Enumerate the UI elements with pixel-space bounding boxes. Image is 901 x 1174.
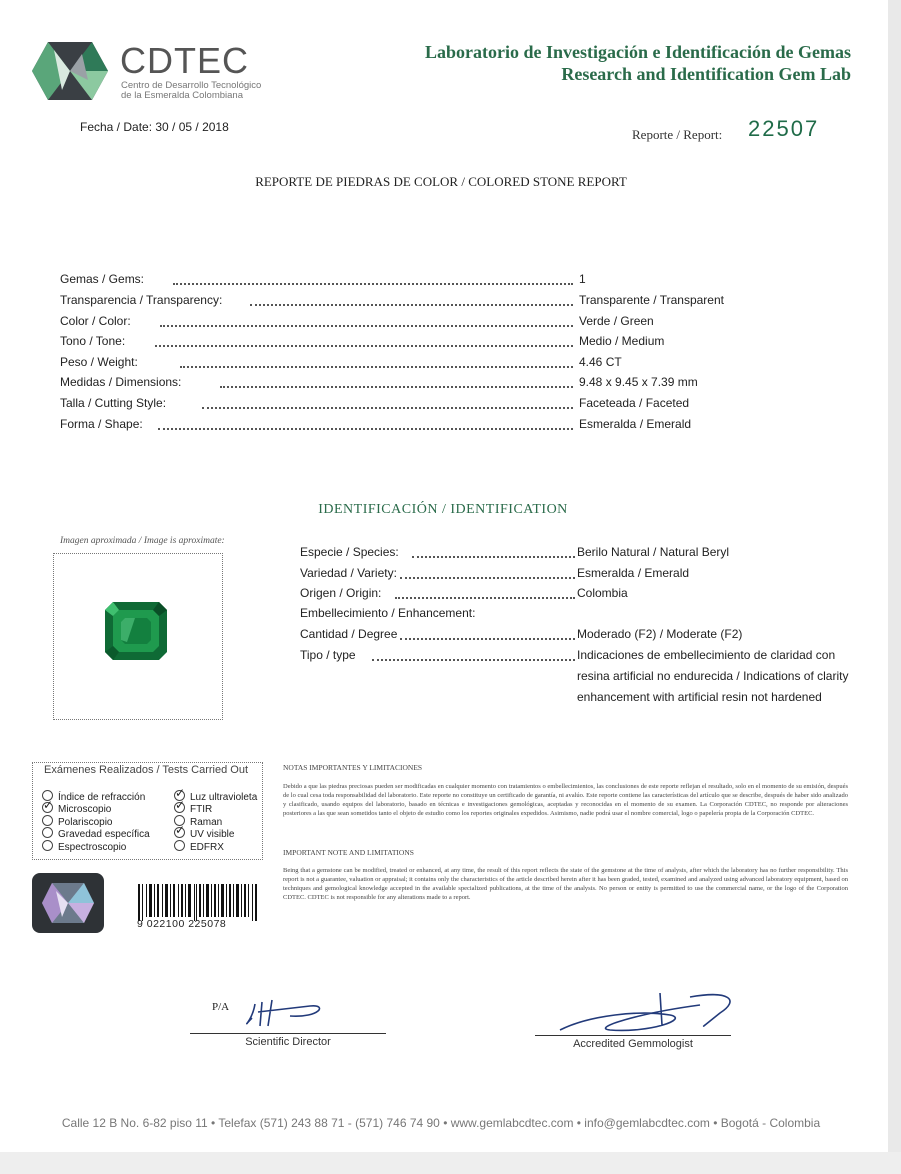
property-label: Gemas / Gems:	[60, 272, 145, 286]
property-row	[60, 293, 724, 311]
signature-line	[190, 1033, 386, 1034]
variety-value: Esmeralda / Emerald	[577, 566, 690, 580]
identification-row	[300, 545, 860, 563]
identification-row	[300, 586, 860, 604]
brand-subtitle: Centro de Desarrollo Tecnológico	[121, 80, 262, 91]
notes-title-en: IMPORTANT NOTE AND LIMITATIONS	[283, 848, 414, 857]
leader-dots	[173, 272, 573, 285]
test-label: Índice de refracción	[58, 792, 146, 803]
leader-dots	[372, 648, 575, 661]
checkbox-checked-icon	[42, 802, 53, 813]
test-label: Luz ultravioleta	[190, 792, 258, 803]
scientific-director-title: Scientific Director	[245, 1036, 331, 1048]
identification-row	[300, 566, 860, 584]
test-item	[174, 840, 224, 853]
test-item	[174, 827, 234, 840]
checkbox-icon	[42, 815, 53, 826]
test-label: Raman	[190, 817, 223, 828]
type-value: Indicaciones de embellecimiento de claridad con	[577, 648, 836, 662]
property-label: Forma / Shape:	[60, 417, 143, 431]
notes-title-es: NOTAS IMPORTANTES Y LIMITACIONES	[283, 763, 423, 772]
notes-text-en: Being that a gemstone can be modified, treated or enhanced, at any time, the result of this report reflects the state of the gemstone at the time of analysis, after which the laboratory has no further responsibility. This report is not a guarantee, valuation or appraisal; it contains only the characteristics of the article described herein after it has been graded, tested, examined and analyzed using advanced laboratory equipment, based on techniques and gemological knowledge accepted in the available specialized publications, at the time of the analysis. No person or entity is permitted to use the commercial name, or the logo of the Corporation CDTEC. CDTEC is not responsible for any alterations made to a report.	[283, 867, 848, 901]
leader-dots	[412, 545, 575, 558]
signature-line	[535, 1035, 731, 1036]
property-value: Verde / Green	[579, 314, 654, 328]
signature-prefix: P/A	[212, 1001, 230, 1013]
property-row	[60, 334, 700, 352]
identification-row	[300, 648, 860, 666]
property-value: Transparente / Transparent	[579, 293, 724, 307]
species-value: Berilo Natural / Natural Beryl	[577, 545, 730, 559]
barcode-image	[138, 884, 258, 921]
checkbox-checked-icon	[174, 802, 185, 813]
director-signature-image	[200, 992, 330, 1032]
lab-name-en: Research and Identification Gem Lab	[561, 64, 851, 84]
leader-dots	[202, 396, 573, 409]
gemmologist-signature-image	[550, 985, 750, 1040]
notes-text-es: Debido a que las piedras preciosas pueden ser modificadas en cualquier momento con tratamientos o embellecimientos, las conclusiones de este reporte reflejan el resultado, solo en el momento de su emisión, después de lo cual cesa toda responsabilidad del laboratorio. Este reporte no constituye un certificado de garantía, ni avalúo. Este reporte contiene las características del artículo que se describe, después de haber sido analizado y clasificado, usando equipos del laboratorio, basado en técnicas e investigaciones gemológicas, aceptadas y reconocidas en el momento de su examen. La Corporación CDTEC, no responde por alteraciones posteriores a las que sean sometidos tanto el objeto de estudio como los reportes originales expedidos. Asimismo, nadie podrá usar el nombre comercial, logo o papelería propia de la Corporación CDTEC.	[283, 783, 848, 817]
brand-subtitle: de la Esmeralda Colombiana	[121, 90, 243, 101]
origin-value: Colombia	[577, 586, 628, 600]
property-row	[60, 375, 700, 393]
test-label: Microscopio	[58, 804, 112, 815]
property-label: Peso / Weight:	[60, 355, 138, 369]
checkbox-icon	[174, 840, 185, 851]
leader-dots	[160, 314, 573, 327]
property-value: Faceteada / Faceted	[579, 396, 690, 410]
test-label: EDFRX	[190, 842, 224, 853]
test-item	[42, 802, 111, 815]
identification-row	[300, 690, 860, 708]
emerald-gem-image	[105, 602, 167, 660]
leader-dots	[158, 417, 573, 430]
lab-name-es: Laboratorio de Investigación e Identificación de Gemas	[425, 42, 851, 62]
page-edge	[888, 0, 901, 1174]
test-item	[42, 827, 150, 840]
property-row	[60, 272, 700, 290]
property-label: Medidas / Dimensions:	[60, 375, 182, 389]
test-label: Espectroscopio	[58, 842, 127, 853]
property-row	[60, 417, 700, 435]
property-value: 1	[579, 272, 586, 286]
type-value: enhancement with artificial resin not hardened	[577, 690, 822, 704]
property-label: Tono / Tone:	[60, 334, 126, 348]
property-label: Transparencia / Transparency:	[60, 293, 223, 307]
property-value: 9.48 x 9.45 x 7.39 mm	[579, 375, 698, 389]
degree-label: Cantidad / Degree	[300, 627, 398, 641]
page-edge-bottom	[0, 1152, 901, 1174]
leader-dots	[400, 627, 575, 640]
tests-title: Exámenes Realizados / Tests Carried Out	[44, 764, 248, 776]
identification-title: IDENTIFICACIÓN / IDENTIFICATION	[318, 502, 568, 517]
enhancement-label: Embellecimiento / Enhancement:	[300, 606, 476, 620]
report-title: REPORTE DE PIEDRAS DE COLOR / COLORED STONE REPORT	[255, 174, 627, 189]
species-label: Especie / Species:	[300, 545, 399, 559]
checkbox-icon	[42, 827, 53, 838]
report-number: 22507	[748, 116, 820, 141]
test-label: Gravedad específica	[58, 829, 150, 840]
type-label: Tipo / type	[300, 648, 356, 662]
property-label: Color / Color:	[60, 314, 131, 328]
identification-row	[300, 606, 860, 624]
property-value: Esmeralda / Emerald	[579, 417, 692, 431]
property-row	[60, 314, 700, 332]
identification-row	[300, 669, 860, 687]
checkbox-icon	[42, 840, 53, 851]
leader-dots	[250, 293, 573, 306]
cdtec-logo-icon	[32, 40, 108, 102]
test-label: UV visible	[190, 829, 235, 840]
leader-dots	[395, 586, 575, 599]
property-row	[60, 396, 700, 414]
test-item	[42, 840, 126, 853]
report-date: Fecha / Date: 30 / 05 / 2018	[80, 120, 229, 134]
degree-value: Moderado (F2) / Moderate (F2)	[577, 627, 743, 641]
barcode-number: 9 022100 225078	[137, 918, 227, 930]
footer-contact: Calle 12 B No. 6-82 piso 11 • Telefax (571) 243 88 71 - (571) 746 74 90 • www.gemlabcdtec.com • info@gemlabcdtec.com • Bogotá - Colombia	[61, 1116, 821, 1130]
checkbox-checked-icon	[174, 827, 185, 838]
hologram-seal-icon	[32, 873, 104, 933]
property-row	[60, 355, 700, 373]
property-label: Talla / Cutting Style:	[60, 396, 167, 410]
test-label: FTIR	[190, 804, 213, 815]
test-item	[174, 802, 212, 815]
leader-dots	[155, 334, 573, 347]
leader-dots	[400, 566, 575, 579]
identification-row	[300, 627, 860, 645]
property-value: Medio / Medium	[579, 334, 665, 348]
report-label: Reporte / Report:	[632, 127, 723, 142]
test-label: Polariscopio	[58, 817, 113, 828]
accredited-gemmologist-title: Accredited Gemmologist	[573, 1038, 693, 1050]
brand-name: CDTEC	[120, 40, 249, 81]
leader-dots	[180, 355, 573, 368]
image-caption: Imagen aproximada / Image is aproximate:	[60, 536, 225, 546]
origin-label: Origen / Origin:	[300, 586, 382, 600]
leader-dots	[220, 375, 573, 388]
type-value: resina artificial no endurecida / Indications of clarity	[577, 669, 849, 683]
property-value: 4.46 CT	[579, 355, 622, 369]
variety-label: Variedad / Variety:	[300, 566, 397, 580]
